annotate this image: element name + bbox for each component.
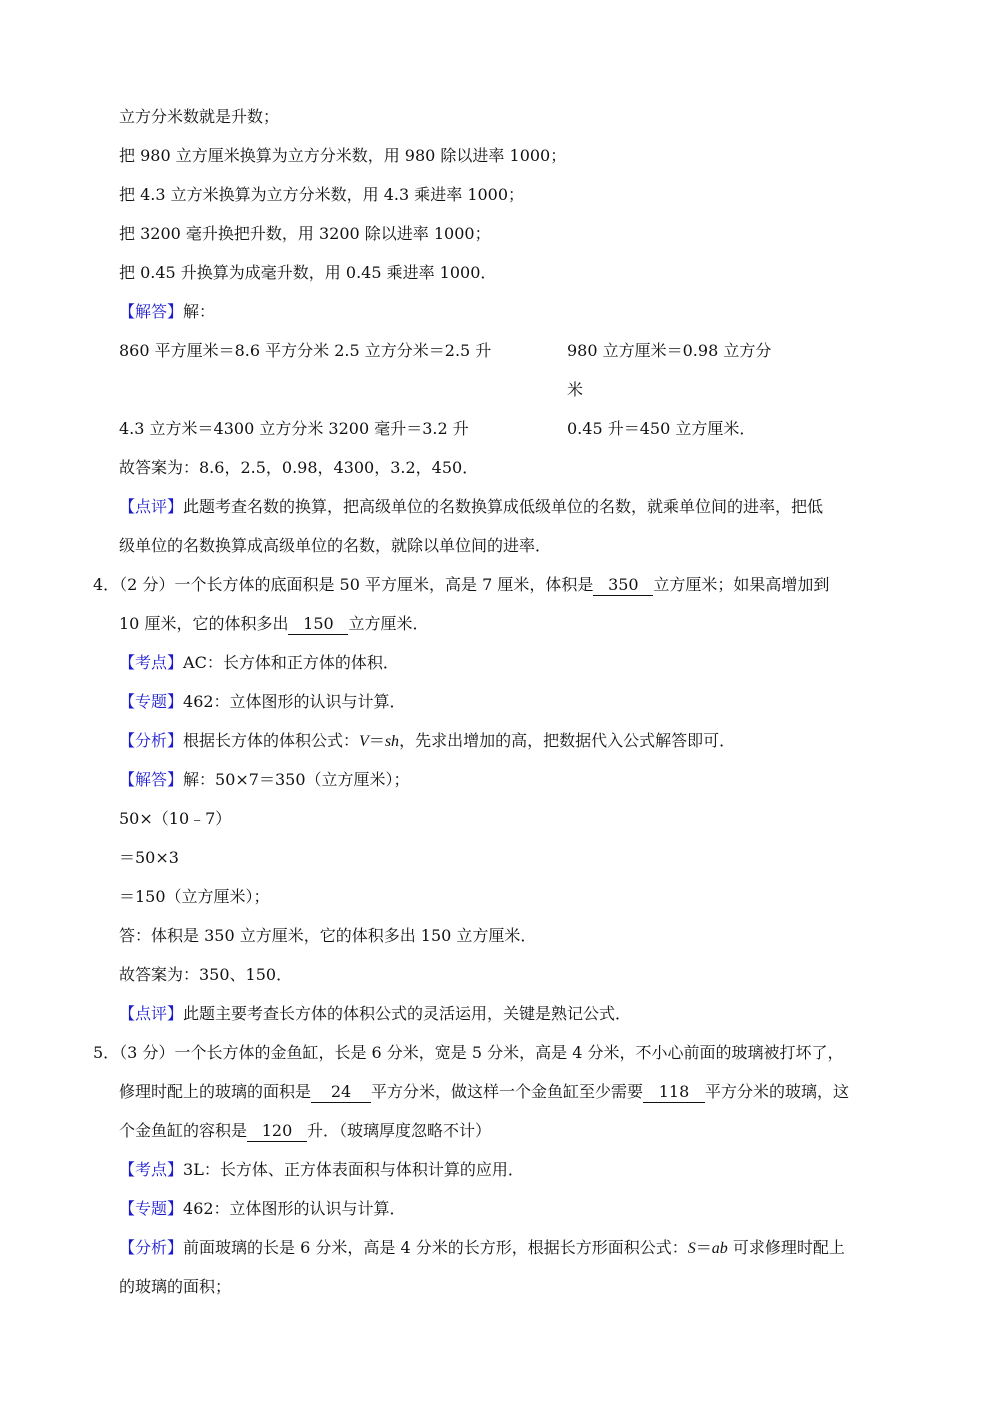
final-answer: 故答案为：8.6，2.5，0.98，4300，3.2，450． [119, 458, 479, 477]
calc-line: ＝150（立方厘米）； [119, 887, 270, 906]
zhuanti-tag: 【专题】 [119, 692, 184, 711]
zhuanti-tag: 【专题】 [119, 1199, 184, 1218]
jieda-text: 解：50×7＝350（立方厘米）； [183, 770, 410, 789]
dianping-text: 此题主要考查长方体的体积公式的灵活运用，关键是熟记公式． [183, 1004, 632, 1023]
stem-text: 立方厘米． [348, 614, 429, 633]
formula-eq: ＝ [368, 731, 385, 750]
fenxi-tag: 【分析】 [119, 1238, 184, 1257]
conversion-row: 860 平方厘米＝8.6 平方分米 2.5 立方分米＝2.5 升 [119, 341, 492, 360]
answer-blank: 118 [643, 1082, 705, 1103]
question-5-stem-cont [119, 1081, 849, 1103]
zhuanti-line [119, 691, 406, 713]
zhuanti-line [119, 1198, 406, 1220]
stem-text: 修理时配上的玻璃的面积是 [119, 1082, 312, 1101]
conversion-row: 4.3 立方米＝4300 立方分米 3200 毫升＝3.2 升 [119, 419, 469, 438]
answer-blank: 120 [247, 1121, 307, 1142]
comment-line: 级单位的名数换算成高级单位的名数，就除以单位间的进率． [119, 536, 552, 555]
formula-var: S [687, 1240, 696, 1257]
calc-line: ＝50×3 [119, 848, 179, 867]
question-4-stem [93, 574, 829, 596]
stem-text: 10 厘米，它的体积多出 [119, 614, 289, 633]
fenxi-text: 可求修理时配上 [727, 1238, 845, 1257]
zhuanti-text: 462：立体图形的认识与计算． [183, 692, 406, 711]
comment-line [119, 496, 823, 518]
text-line: 立方分米数就是升数； [119, 107, 280, 126]
formula-var: sh [384, 733, 400, 750]
answer-blank: 350 [593, 575, 653, 596]
conversion-row: 0.45 升＝450 立方厘米． [567, 419, 756, 438]
zhuanti-text: 462：立体图形的认识与计算． [183, 1199, 406, 1218]
stem-text: 4．（2 分）一个长方体的底面积是 50 平方厘米，高是 7 厘米，体积是 [93, 575, 594, 594]
stem-text: 平方分米，做这样一个金鱼缸至少需要 [371, 1082, 644, 1101]
stem-text: 升．（玻璃厚度忽略不计） [307, 1121, 492, 1140]
question-5-stem: 5．（3 分）一个长方体的金鱼缸，长是 6 分米，宽是 5 分米，高是 4 分米，不小心前面的玻璃被打坏了， [93, 1043, 844, 1062]
fenxi-line [119, 1237, 845, 1260]
calc-line: 故答案为：350、150． [119, 965, 293, 984]
formula-var: ab [711, 1240, 728, 1257]
text-line: 把 0.45 升换算为成毫升数，用 0.45 乘进率 1000． [119, 263, 497, 282]
fenxi-text: 根据长方体的体积公式： [183, 731, 360, 750]
fenxi-line [119, 730, 735, 753]
answer-text: 解： [183, 302, 216, 321]
calc-line: 答：体积是 350 立方厘米，它的体积多出 150 立方厘米． [119, 926, 537, 945]
answer-tag: 【解答】 [119, 302, 184, 321]
dianping-line [119, 1003, 631, 1025]
text-line: 把 3200 毫升换把升数，用 3200 除以进率 1000； [119, 224, 491, 243]
jieda-line [119, 769, 410, 791]
stem-text: 平方分米的玻璃，这 [705, 1082, 850, 1101]
formula-eq: ＝ [695, 1238, 712, 1257]
comment-tag: 【点评】 [119, 497, 184, 516]
stem-text: 个金鱼缸的容积是 [119, 1121, 248, 1140]
fenxi-text: 前面玻璃的长是 6 分米，高是 4 分米的长方形，根据长方形面积公式： [183, 1238, 688, 1257]
kaodian-line [119, 1159, 524, 1181]
calc-line: 50×（10﹣7） [119, 809, 232, 828]
text-line: 把 980 立方厘米换算为立方分米数，用 980 除以进率 1000； [119, 146, 567, 165]
question-4-stem-cont [119, 613, 428, 635]
dianping-tag: 【点评】 [119, 1004, 184, 1023]
stem-text: 立方厘米；如果高增加到 [653, 575, 830, 594]
text-line: 把 4.3 立方米换算为立方分米数，用 4.3 乘进率 1000； [119, 185, 525, 204]
fenxi-text: ，先求出增加的高，把数据代入公式解答即可． [399, 731, 736, 750]
question-5-stem-cont [119, 1120, 491, 1142]
fenxi-tag: 【分析】 [119, 731, 184, 750]
conversion-row: 980 立方厘米＝0.98 立方分 [567, 341, 772, 360]
jieda-tag: 【解答】 [119, 770, 184, 789]
formula-var: V [359, 733, 369, 750]
answer-heading [119, 301, 215, 323]
comment-text: 此题考查名数的换算，把高级单位的名数换算成低级单位的名数，就乘单位间的进率，把低 [183, 497, 824, 516]
answer-blank: 24 [311, 1082, 371, 1103]
kaodian-text: AC：长方体和正方体的体积． [183, 653, 399, 672]
answer-blank: 150 [288, 614, 348, 635]
conversion-row-wrap: 米 [567, 380, 584, 399]
kaodian-line [119, 652, 399, 674]
fenxi-line-cont: 的玻璃的面积； [119, 1277, 232, 1296]
kaodian-tag: 【考点】 [119, 653, 184, 672]
kaodian-text: 3L：长方体、正方体表面积与体积计算的应用． [183, 1160, 524, 1179]
kaodian-tag: 【考点】 [119, 1160, 184, 1179]
